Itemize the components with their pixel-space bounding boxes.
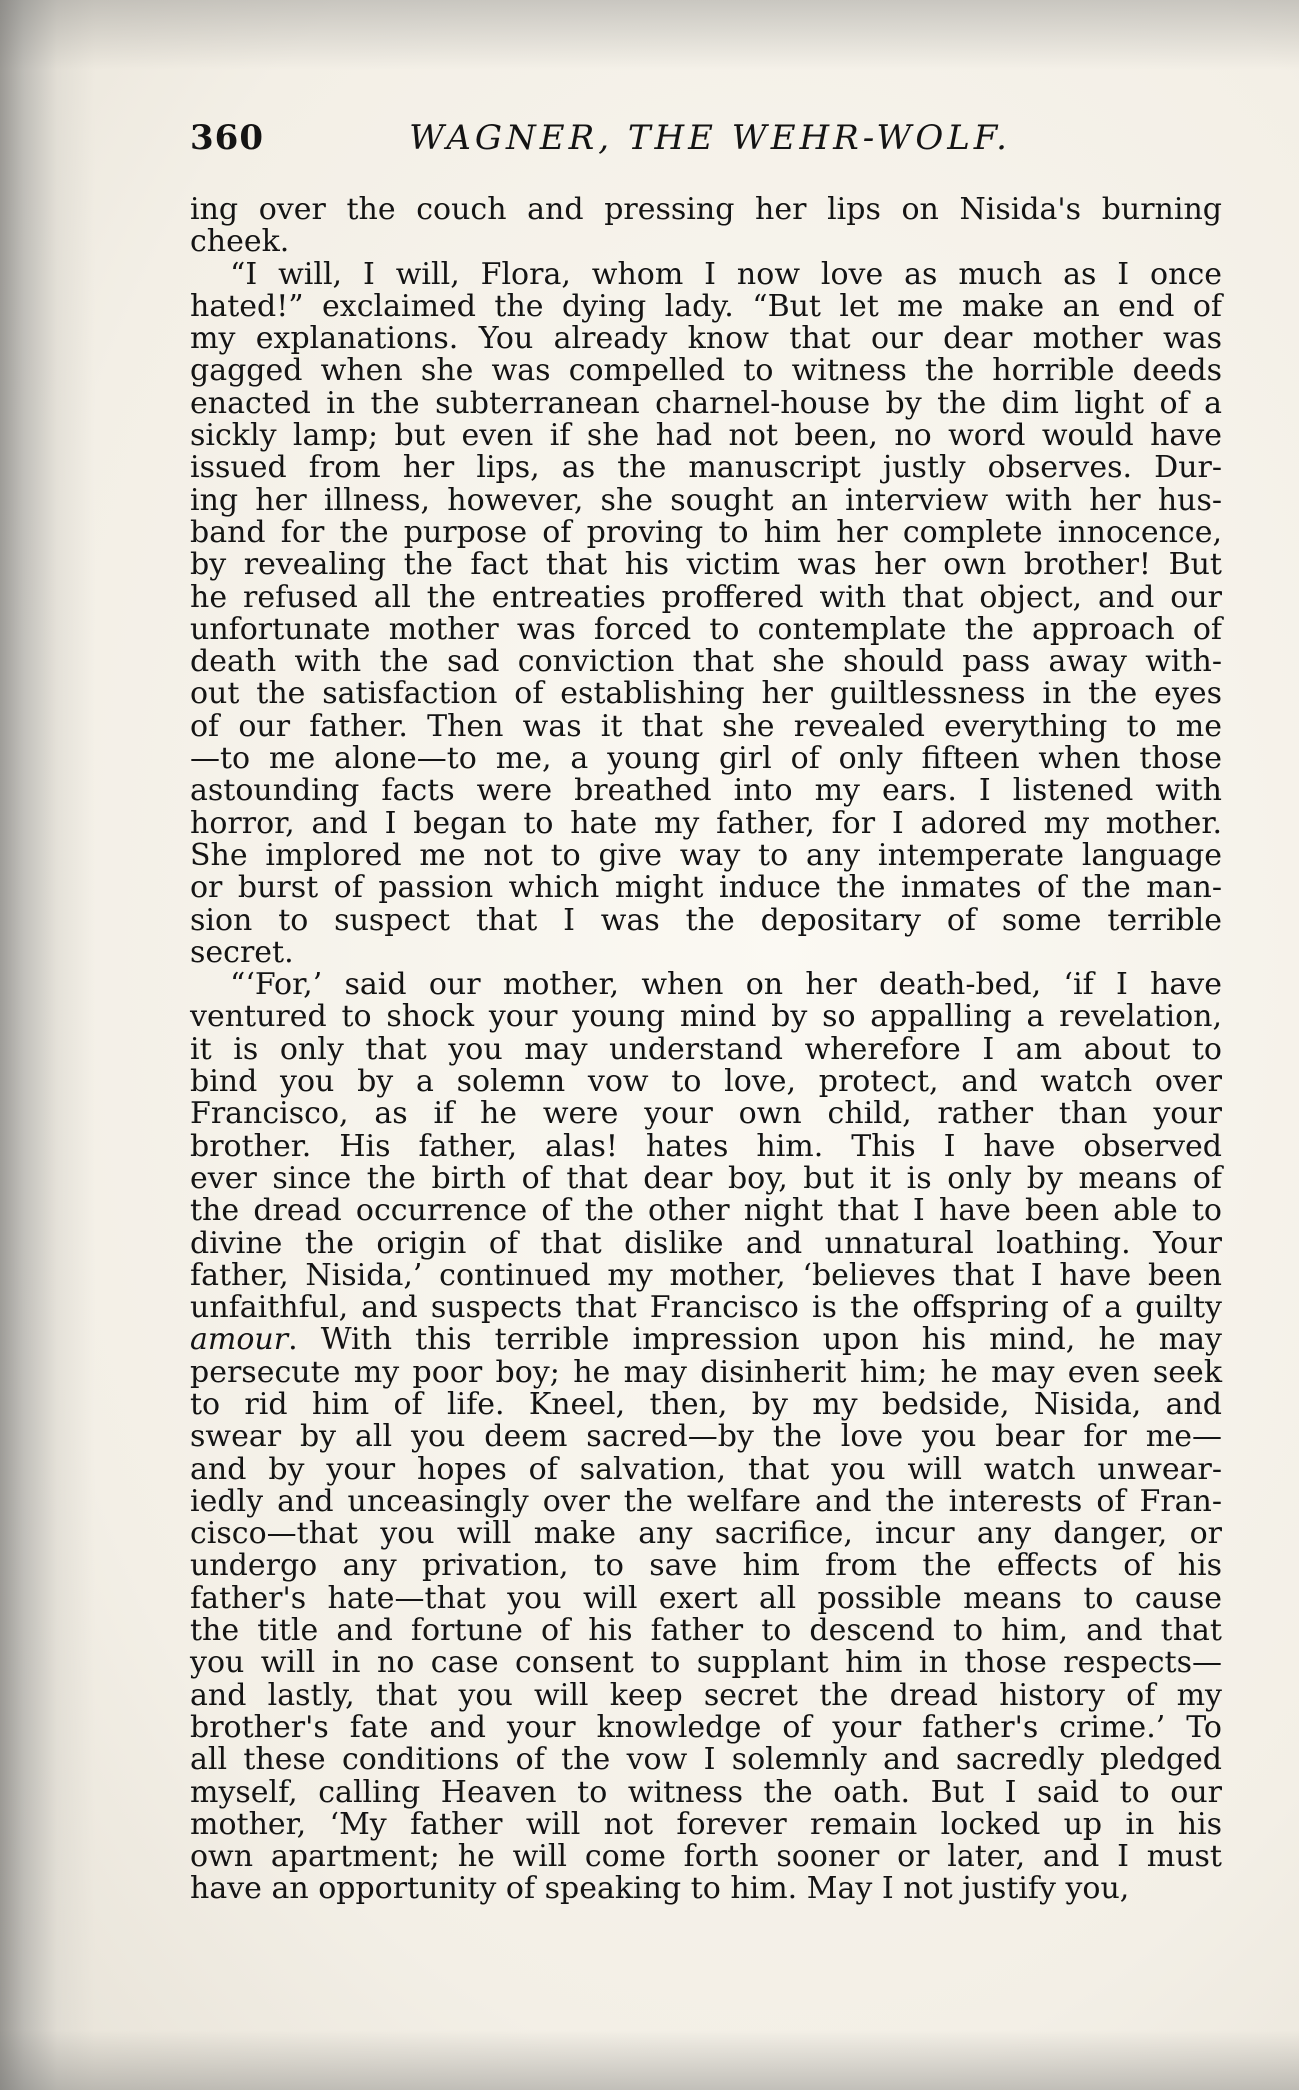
text-line: enacted in the subterranean charnel-house by the dim light of a	[190, 385, 1222, 421]
text-line: undergo any privation, to save him from the effects of his	[190, 1548, 1222, 1584]
text-line: amour. With this terrible impression upon his mind, he may	[190, 1322, 1222, 1358]
text-line: “I will, I will, Flora, whom I now love as much as I once	[230, 256, 1222, 292]
text-line: to rid him of life. Kneel, then, by my bedside, Nisida, and	[190, 1386, 1222, 1422]
text-line: myself, calling Heaven to witness the oath. But I said to our	[190, 1774, 1222, 1810]
text-line: “‘For,’ said our mother, when on her death-bed, ‘if I have	[230, 967, 1222, 1003]
text-line: ever since the birth of that dear boy, but it is only by means of	[190, 1160, 1222, 1196]
text-line: the title and fortune of his father to descend to him, and that	[190, 1613, 1222, 1649]
page-header	[190, 118, 1230, 168]
text-line: unfaithful, and suspects that Francisco is the offspring of a guilty	[190, 1290, 1222, 1326]
text-line: father, Nisida,’ continued my mother, ‘believes that I have been	[190, 1257, 1222, 1293]
page-edge-shadow-left	[0, 0, 95, 2090]
page-number: 360	[190, 118, 264, 158]
text-line: all these conditions of the vow I solemnly and sacredly pledged	[190, 1742, 1222, 1778]
text-line: sickly lamp; but even if she had not been, no word would have	[190, 418, 1222, 454]
text-line: secret.	[190, 934, 294, 970]
text-line: swear by all you deem sacred—by the love you bear for me—	[190, 1419, 1222, 1455]
text-line: iedly and unceasingly over the welfare and the interests of Fran-	[190, 1483, 1222, 1519]
text-line: ventured to shock your young mind by so appalling a revelation,	[190, 999, 1222, 1035]
text-line: —to me alone—to me, a young girl of only fifteen when those	[190, 741, 1222, 777]
body-text	[190, 194, 1222, 1906]
text-line: father's hate—that you will exert all possible means to cause	[190, 1580, 1222, 1616]
text-line: it is only that you may understand wherefore I am about to	[190, 1031, 1222, 1067]
text-line: gagged when she was compelled to witness the horrible deeds	[190, 353, 1222, 389]
text-line: divine the origin of that dislike and unnatural loathing. Your	[190, 1225, 1222, 1261]
text-line: hated!” exclaimed the dying lady. “But let me make an end of	[190, 288, 1222, 324]
page-edge-shadow-bottom	[0, 2030, 1299, 2090]
text-line: brother's fate and your knowledge of your father's crime.’ To	[190, 1709, 1222, 1745]
text-line: of our father. Then was it that she revealed everything to me	[190, 708, 1222, 744]
text-line: death with the sad conviction that she should pass away with-	[190, 644, 1222, 680]
text-line: astounding facts were breathed into my ears. I listened with	[190, 773, 1222, 809]
text-line: persecute my poor boy; he may disinherit him; he may even seek	[190, 1354, 1222, 1390]
text-line: and lastly, that you will keep secret the dread history of my	[190, 1677, 1222, 1713]
text-line: ing over the couch and pressing her lips on Nisida's burning	[190, 192, 1222, 227]
text-line: own apartment; he will come forth sooner or later, and I must	[190, 1839, 1222, 1875]
text-line: cheek.	[190, 224, 290, 260]
text-line: horror, and I began to hate my father, for I adored my mother.	[190, 805, 1222, 841]
text-line: out the satisfaction of establishing her guiltlessness in the eyes	[190, 676, 1222, 712]
text-line: you will in no case consent to supplant him in those respects—	[190, 1645, 1222, 1681]
text-line: brother. His father, alas! hates him. This I have observed	[190, 1128, 1222, 1164]
text-line: bind you by a solemn vow to love, protect, and watch over	[190, 1064, 1222, 1100]
text-line: by revealing the fact that his victim was her own brother! But	[190, 547, 1222, 583]
text-line: sion to suspect that I was the depositary of some terrible	[190, 902, 1222, 938]
running-title: WAGNER, THE WEHR-WOLF.	[409, 118, 1011, 158]
text-line: cisco—that you will make any sacrifice, incur any danger, or	[190, 1516, 1222, 1552]
text-line: or burst of passion which might induce the inmates of the man-	[190, 870, 1222, 906]
text-line: mother, ‘My father will not forever remain locked up in his	[190, 1806, 1222, 1842]
text-line: my explanations. You already know that our dear mother was	[190, 321, 1222, 357]
page-edge-shadow-top	[0, 0, 1299, 70]
text-line: unfortunate mother was forced to contemplate the approach of	[190, 611, 1222, 647]
text-line: issued from her lips, as the manuscript justly observes. Dur-	[190, 450, 1222, 486]
text-line: the dread occurrence of the other night that I have been able to	[190, 1193, 1222, 1229]
text-line: have an opportunity of speaking to him. May I not justify you,	[190, 1871, 1130, 1907]
text-line: and by your hopes of salvation, that you will watch unwear-	[190, 1451, 1222, 1487]
text-line: he refused all the entreaties proffered with that object, and our	[190, 579, 1222, 615]
text-line: Francisco, as if he were your own child, rather than your	[190, 1096, 1222, 1132]
text-line: She implored me not to give way to any intemperate language	[190, 837, 1222, 873]
text-line: ing her illness, however, she sought an interview with her hus-	[190, 482, 1222, 518]
text-line: band for the purpose of proving to him her complete innocence,	[190, 514, 1222, 550]
